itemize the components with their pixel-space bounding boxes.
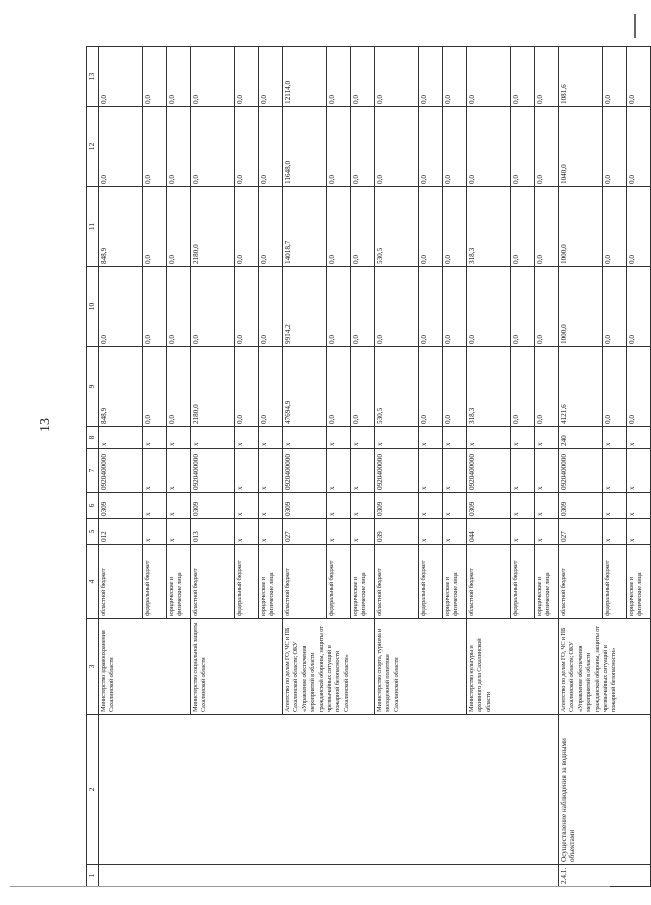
value-cell: 0,0 [511,267,535,347]
value-cell: 0,0 [235,347,259,427]
value-cell: 0,0 [143,347,167,427]
header-cell: 1 [87,865,99,887]
organization-cell: Агентство по делам ГО, ЧС и ПБ Сахалинской области; ОКУ «Управление обеспечения мероприятий в области гражданской обороны, защиты от чрезвычайных ситуаций и пожарной безопасности» [559,619,651,715]
value-cell: 0309 [191,493,235,519]
table-body [87,47,651,887]
value-cell: 0,0 [351,107,375,187]
value-cell: x [351,449,375,493]
value-cell: 0,0 [143,107,167,187]
scan-edge-mark [634,14,636,38]
value-cell: x [443,427,467,449]
value-cell: 0,0 [351,187,375,267]
value-cell: 0,0 [511,187,535,267]
value-cell: x [511,493,535,519]
value-cell: x [535,427,559,449]
value-cell: 0,0 [191,47,235,107]
value-cell: 0,0 [627,267,651,347]
organization-cell: Министерство здравоохранения Сахалинской области [99,619,191,715]
value-cell: 012 [99,519,143,545]
value-cell: x [443,449,467,493]
value-cell: x [535,493,559,519]
value-cell: 0920400000 [467,449,511,493]
funding-source-cell: юридические и физические лица [535,545,559,619]
header-cell: 9 [87,347,99,427]
value-cell: 11648,0 [283,107,327,187]
value-cell: 044 [467,519,511,545]
header-cell: 11 [87,187,99,267]
value-cell: 2180,0 [191,347,235,427]
value-cell: 0,0 [467,107,511,187]
header-cell: 10 [87,267,99,347]
value-cell: x [191,427,235,449]
value-cell: 0920400000 [99,449,143,493]
value-cell: 0,0 [235,47,259,107]
value-cell: x [143,427,167,449]
funding-source-cell: федеральный бюджет [235,545,259,619]
value-cell: x [327,519,351,545]
value-cell: 0,0 [443,267,467,347]
value-cell: x [259,449,283,493]
value-cell: 0,0 [99,107,143,187]
value-cell: 0,0 [419,347,443,427]
value-cell: 530,5 [375,187,419,267]
value-cell: 0,0 [511,47,535,107]
value-cell: 0,0 [511,107,535,187]
value-cell: 0,0 [603,107,627,187]
value-cell: 0,0 [99,267,143,347]
funding-source-cell: областной бюджет [283,545,327,619]
value-cell: 027 [559,519,603,545]
funding-source-cell: юридические и физические лица [259,545,283,619]
value-cell: x [603,493,627,519]
value-cell: 0,0 [443,107,467,187]
value-cell: x [627,519,651,545]
value-cell: 0,0 [143,187,167,267]
value-cell: x [603,427,627,449]
funding-source-cell: федеральный бюджет [327,545,351,619]
value-cell: 0,0 [259,267,283,347]
funding-source-cell: федеральный бюджет [143,545,167,619]
value-cell: x [627,427,651,449]
value-cell: x [259,519,283,545]
value-cell: 0,0 [167,347,191,427]
header-cell: 6 [87,493,99,519]
item-number-cell [99,865,559,887]
value-cell: x [99,427,143,449]
rotated-table-container [86,47,644,887]
value-cell: 4121,6 [559,347,603,427]
value-cell: 0,0 [627,47,651,107]
header-cell: 7 [87,449,99,493]
value-cell: x [511,427,535,449]
value-cell: x [511,519,535,545]
funding-source-cell: областной бюджет [559,545,603,619]
value-cell: 0,0 [627,107,651,187]
value-cell: x [443,493,467,519]
value-cell: x [235,519,259,545]
value-cell: 0,0 [143,267,167,347]
value-cell: 0,0 [259,347,283,427]
value-cell: x [259,493,283,519]
value-cell: x [327,427,351,449]
value-cell: 039 [375,519,419,545]
value-cell: x [443,519,467,545]
value-cell: 1000,0 [559,267,603,347]
value-cell: 0,0 [443,47,467,107]
value-cell: x [419,493,443,519]
value-cell: 0920400000 [191,449,235,493]
funding-source-cell: областной бюджет [99,545,143,619]
value-cell: 0309 [99,493,143,519]
value-cell: 0,0 [535,347,559,427]
value-cell: 0,0 [327,47,351,107]
value-cell: 0,0 [467,47,511,107]
value-cell: x [419,449,443,493]
value-cell: 0,0 [143,47,167,107]
scan-edge-line [10,886,610,887]
value-cell: 0,0 [467,267,511,347]
value-cell: x [235,427,259,449]
item-title-cell: Осуществление наблюдения за водными объектами [559,715,651,865]
value-cell: x [351,427,375,449]
funding-source-cell: областной бюджет [467,545,511,619]
value-cell: 0,0 [327,107,351,187]
value-cell: 0,0 [419,47,443,107]
value-cell: 9914,2 [283,267,327,347]
value-cell: x [419,519,443,545]
header-cell: 12 [87,107,99,187]
value-cell: 848,9 [99,347,143,427]
value-cell: x [167,493,191,519]
value-cell: 14018,7 [283,187,327,267]
funding-source-cell: юридические и физические лица [351,545,375,619]
value-cell: 0,0 [259,47,283,107]
value-cell: 0,0 [191,267,235,347]
value-cell: x [283,427,327,449]
header-cell: 5 [87,519,99,545]
value-cell: x [167,427,191,449]
value-cell: x [627,493,651,519]
value-cell: 0,0 [419,187,443,267]
value-cell: 0,0 [375,47,419,107]
value-cell: x [327,493,351,519]
value-cell: x [235,449,259,493]
value-cell: 0,0 [351,267,375,347]
funding-source-cell: федеральный бюджет [603,545,627,619]
value-cell: 0309 [375,493,419,519]
value-cell: x [143,519,167,545]
budget-table [86,46,651,887]
value-cell: 0,0 [235,107,259,187]
value-cell: 1081,6 [559,47,603,107]
value-cell: 0,0 [627,347,651,427]
value-cell: 0,0 [535,47,559,107]
value-cell: x [375,427,419,449]
value-cell: 848,9 [99,187,143,267]
value-cell: 0,0 [235,187,259,267]
value-cell: x [167,519,191,545]
value-cell: x [535,519,559,545]
header-row [87,47,99,887]
value-cell: 0,0 [535,107,559,187]
value-cell: 0,0 [419,107,443,187]
value-cell: x [535,449,559,493]
value-cell: 013 [191,519,235,545]
value-cell: 0920400000 [375,449,419,493]
organization-cell: Агентство по делам ГО, ЧС и ПБ Сахалинской области; ОКУ «Управление обеспечения мероприятий в области гражданской обороны, защиты от чрезвычайных ситуаций и пожарной безопасности Сахалинской области» [283,619,375,715]
page-number: 13 [38,418,53,432]
value-cell: x [419,427,443,449]
value-cell: 027 [283,519,327,545]
value-cell: 0,0 [535,187,559,267]
value-cell: 0,0 [167,47,191,107]
value-cell: x [143,493,167,519]
value-cell: 0920400000 [283,449,327,493]
value-cell: 0920400000 [559,449,603,493]
table-row [99,47,143,887]
value-cell: 0,0 [603,267,627,347]
header-cell: 3 [87,619,99,715]
header-cell: 13 [87,47,99,107]
header-cell: 8 [87,427,99,449]
value-cell: x [627,449,651,493]
funding-source-cell: юридические и физические лица [627,545,651,619]
value-cell: 1040,0 [559,107,603,187]
value-cell: 0,0 [191,107,235,187]
value-cell: 0,0 [327,187,351,267]
value-cell: x [603,449,627,493]
value-cell: 0,0 [603,347,627,427]
item-number-cell: 2.4.1. [559,865,651,887]
value-cell: x [327,449,351,493]
value-cell: 0,0 [375,107,419,187]
value-cell: 318,3 [467,187,511,267]
value-cell: 47694,9 [283,347,327,427]
item-title-cell [99,715,559,865]
value-cell: 0,0 [99,47,143,107]
header-cell: 2 [87,715,99,865]
value-cell: 0,0 [351,347,375,427]
value-cell: 0,0 [603,187,627,267]
value-cell: 0,0 [327,347,351,427]
value-cell: 12114,0 [283,47,327,107]
value-cell: x [259,427,283,449]
funding-source-cell: областной бюджет [375,545,419,619]
value-cell: 0,0 [235,267,259,347]
value-cell: 0309 [283,493,327,519]
funding-source-cell: юридические и физические лица [167,545,191,619]
value-cell: 2180,0 [191,187,235,267]
value-cell: x [167,449,191,493]
organization-cell: Министерство социальной защиты Сахалинской области [191,619,283,715]
organization-cell: Министерство спорта, туризма и молодежной политики Сахалинской области [375,619,467,715]
value-cell: x [235,493,259,519]
funding-source-cell: юридические и физические лица [443,545,467,619]
value-cell: 0,0 [167,187,191,267]
value-cell: 0,0 [443,187,467,267]
value-cell: x [603,519,627,545]
value-cell: x [467,427,511,449]
value-cell: 530,5 [375,347,419,427]
value-cell: 0,0 [511,347,535,427]
value-cell: 0,0 [443,347,467,427]
value-cell: 0,0 [419,267,443,347]
value-cell: 0,0 [167,107,191,187]
value-cell: 318,3 [467,347,511,427]
value-cell: 1000,0 [559,187,603,267]
value-cell: 0309 [467,493,511,519]
value-cell: 0,0 [375,267,419,347]
value-cell: 0309 [559,493,603,519]
value-cell: x [143,449,167,493]
value-cell: 0,0 [627,187,651,267]
value-cell: x [511,449,535,493]
value-cell: 240 [559,427,603,449]
value-cell: 0,0 [603,47,627,107]
value-cell: 0,0 [327,267,351,347]
header-cell: 4 [87,545,99,619]
funding-source-cell: федеральный бюджет [511,545,535,619]
funding-source-cell: федеральный бюджет [419,545,443,619]
value-cell: 0,0 [351,47,375,107]
organization-cell: Министерство культуры и архивного дела Сахалинской области [467,619,559,715]
value-cell: x [351,493,375,519]
value-cell: 0,0 [535,267,559,347]
value-cell: 0,0 [259,107,283,187]
value-cell: x [351,519,375,545]
value-cell: 0,0 [167,267,191,347]
table-row [559,47,603,887]
value-cell: 0,0 [259,187,283,267]
funding-source-cell: областной бюджет [191,545,235,619]
